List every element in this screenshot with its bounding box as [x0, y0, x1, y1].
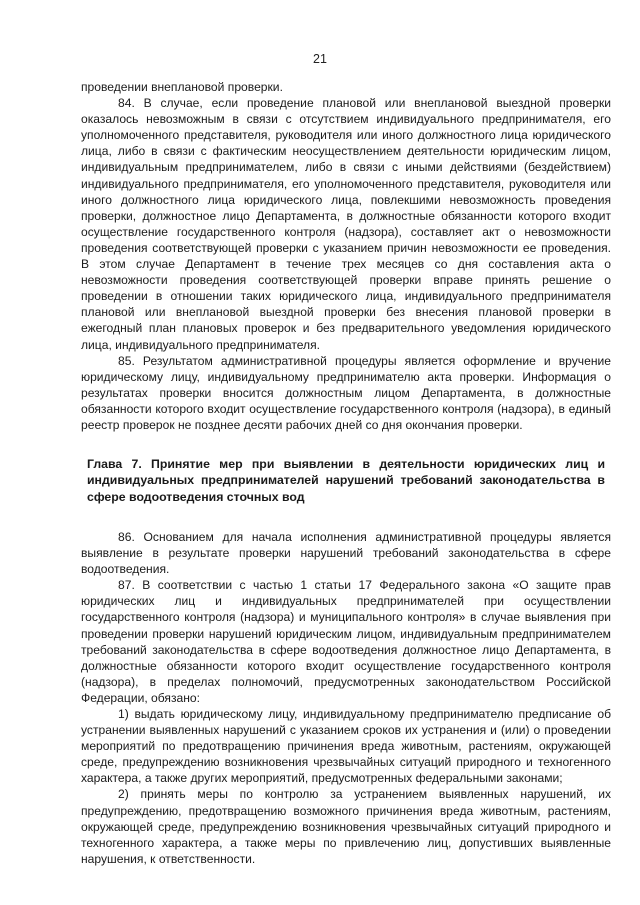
paragraph-84: 84. В случае, если проведение плановой или внеплановой выездной проверки оказалось невозможным в связи с отсутствием индивидуального предпринимателя, его уполномоченного представителя, руководителя или иного должностного лица юридического лица, либо в связи с фактическим неосуществлением деятельности юридическим лицом, индивидуальным предпринимателем, либо в связи с иными действиями (бездействием) индивидуального предпринимателя, его уполномоченного представителя, руководителя или иного должностного лица юридического лица, повлекшими невозможность проведения проверки, должностное лицо Департамента, в должностные обязанности которого входит осуществление государственного контроля (надзора), составляет акт о невозможности проведения соответствующей проверки с указанием причин невозможности ее проведения. В этом случае Департамент в течение трех месяцев со дня составления акта о невозможности проведения соответствующей проверки вправе принять решение о проведении в отношении таких юридического лица, индивидуального предпринимателя плановой или внеплановой выездной проверки без внесения плановой проверки в ежегодный план плановых проверок и без предварительного уведомления юридического лица, индивидуального предпринимателя.	[81, 96, 611, 352]
document-body	[81, 79, 611, 867]
list-item-1: 1) выдать юридическому лицу, индивидуальному предпринимателю предписание об устранении выявленных нарушений с указанием сроков их устранения и (или) о проведении мероприятий по предотвращению причинения вреда животным, растениям, окружающей среде, предупреждению возникновения чрезвычайных ситуаций природного и техногенного характера, а также других мероприятий, предусмотренных федеральными законами;	[81, 706, 611, 786]
chapter-heading: Глава 7. Принятие мер при выявлении в деятельности юридических лиц и индивидуальных предпринимателей нарушений требований законодательства в сфере водоотведения сточных вод	[87, 457, 605, 504]
list-item-2: 2) принять меры по контролю за устранением выявленных нарушений, их предупреждению, предотвращению возможного причинения вреда животным, растениям, окружающей среде, предупреждению возникновения чрезвычайных ситуаций природного и техногенного характера, а также меры по привлечению лиц, допустивших выявленные нарушения, к ответственности.	[81, 787, 611, 866]
paragraph-continuation: проведении внеплановой проверки.	[81, 80, 283, 94]
page-number: 21	[313, 52, 327, 66]
paragraph-86: 86. Основанием для начала исполнения административной процедуры является выявление в результате проверки нарушений требований законодательства в сфере водоотведения.	[81, 529, 611, 577]
paragraph-87: 87. В соответствии с частью 1 статьи 17 Федерального закона «О защите прав юридических лиц и индивидуальных предпринимателей при осуществлении государственного контроля (надзора) и муниципального контроля» в случае выявления при проведении проверки нарушений юридическим лицом, индивидуальным предпринимателем требований законодательства в сфере водоотведения должностное лицо Департамента, в должностные обязанности которого входит осуществление государственного контроля (надзора), в пределах полномочий, предусмотренных законодательством Российской Федерации, обязано:	[81, 578, 611, 705]
paragraph-85: 85. Результатом административной процедуры является оформление и вручение юридическому лицу, индивидуальному предпринимателю акта проверки. Информация о результатах проверки вносится должностным лицом Департамента, в должностные обязанности которого входит осуществление государственного контроля (надзора), в единый реестр проверок не позднее десяти рабочих дней со дня окончания проверки.	[81, 353, 611, 432]
